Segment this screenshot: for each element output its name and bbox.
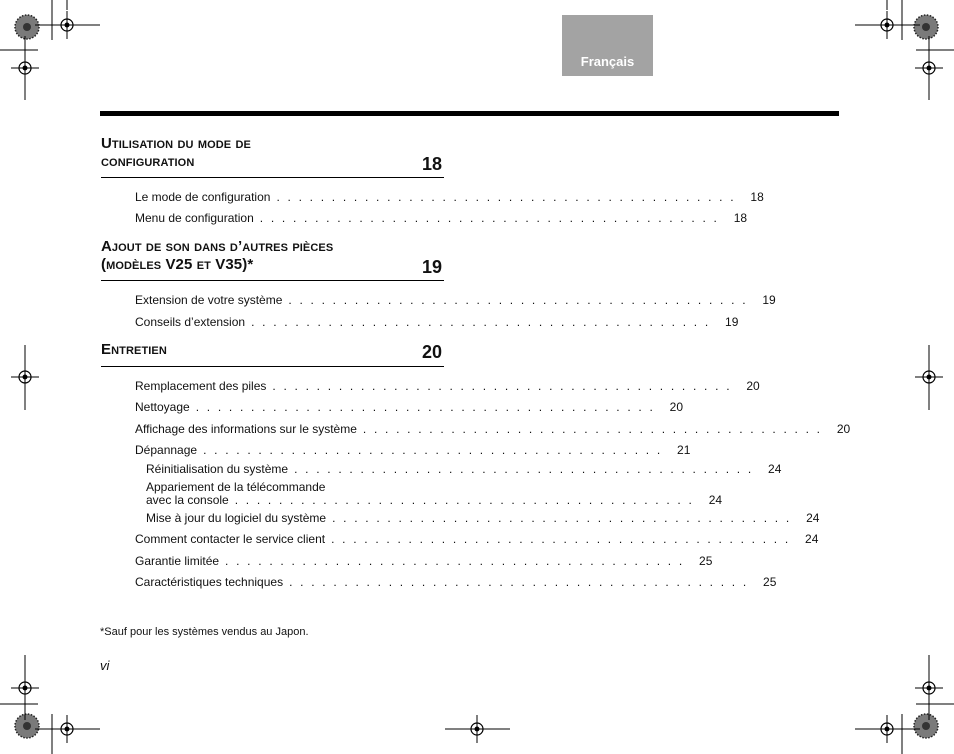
toc-entry-page: 20 xyxy=(836,422,851,436)
toc-entry-label-line1: Appariement de la télécommande xyxy=(146,480,326,494)
section-title-line: Ajout de son dans d’autres pièces xyxy=(101,238,334,255)
dot-leader: . . . . . . . . . . . . . . . . . . . . . . . . . . . . . . . . . . . . . . . . . . xyxy=(259,211,720,225)
toc-entry[interactable] xyxy=(135,314,739,330)
toc-entry-page: 20 xyxy=(669,400,684,414)
footnote: *Sauf pour les systèmes vendus au Japon. xyxy=(100,626,309,638)
toc-section-other-rooms xyxy=(101,238,444,282)
toc-entry-page: 19 xyxy=(762,293,776,307)
toc-entry-page: 25 xyxy=(699,554,713,568)
toc-entry-page: 24 xyxy=(805,532,819,546)
toc-entry-label: Le mode de configuration xyxy=(135,190,271,204)
toc-entry[interactable] xyxy=(135,292,776,308)
dot-leader: . . . . . . . . . . . . . . . . . . . . . . . . . . . . . . . . . . . . . . . . . . xyxy=(332,511,792,525)
toc-entry-label: Caractéristiques techniques xyxy=(135,575,284,589)
dot-leader: . . . . . . . . . . . . . . . . . . . . . . . . . . . . . . . . . . . . . . . . . . xyxy=(203,443,663,457)
language-tab xyxy=(562,15,653,76)
section-title xyxy=(101,238,444,274)
toc-entry[interactable] xyxy=(135,378,760,394)
section-page: 20 xyxy=(421,342,442,362)
dot-leader: . . . . . . . . . . . . . . . . . . . . . . . . . . . . . . . . . . . . . . . . . . xyxy=(234,493,695,507)
toc-entry[interactable] xyxy=(135,189,764,205)
section-rule xyxy=(101,280,444,281)
toc-entry-page: 25 xyxy=(763,575,777,589)
toc-entry-label: avec la console xyxy=(146,493,229,507)
dot-leader: . . . . . . . . . . . . . . . . . . . . . . . . . . . . . . . . . . . . . . . . . . xyxy=(289,575,749,589)
page-number: vi xyxy=(100,658,110,673)
dot-leader: . . . . . . . . . . . . . . . . . . . . . . . . . . . . . . . . . . . . . . . . . . xyxy=(251,315,711,329)
toc-entry-page: 18 xyxy=(733,211,748,225)
section-title-line: configuration xyxy=(101,153,195,170)
toc-entry-label: Garantie limitée xyxy=(135,554,220,568)
toc-entry-page: 19 xyxy=(725,315,739,329)
dot-leader: . . . . . . . . . . . . . . . . . . . . . . . . . . . . . . . . . . . . . . . . . . xyxy=(276,190,736,204)
toc-entry-page: 24 xyxy=(768,462,782,476)
toc-entry[interactable] xyxy=(135,210,748,226)
toc-entry-page: 21 xyxy=(677,443,691,457)
toc-entry[interactable] xyxy=(135,421,851,437)
dot-leader: . . . . . . . . . . . . . . . . . . . . . . . . . . . . . . . . . . . . . . . . . . xyxy=(272,379,732,393)
section-rule xyxy=(101,366,444,367)
section-title-line: (modèles V25 et V35)* xyxy=(101,256,254,273)
toc-entry[interactable] xyxy=(135,553,713,569)
toc-entry-page: 20 xyxy=(746,379,760,393)
toc-section-configuration xyxy=(101,135,444,179)
toc-entry[interactable] xyxy=(135,531,819,547)
language-tab-label: Français xyxy=(580,54,635,69)
section-page: 18 xyxy=(421,154,442,174)
toc-subentry[interactable] xyxy=(146,510,820,526)
dot-leader: . . . . . . . . . . . . . . . . . . . . . . . . . . . . . . . . . . . . . . . . . . xyxy=(288,293,748,307)
toc-entry-label: Affichage des informations sur le système xyxy=(135,422,357,436)
toc-entry[interactable] xyxy=(135,574,777,590)
toc-entry[interactable] xyxy=(135,442,691,458)
dot-leader: . . . . . . . . . . . . . . . . . . . . . . . . . . . . . . . . . . . . . . . . . . xyxy=(225,554,685,568)
toc-subentry[interactable] xyxy=(146,492,723,508)
section-rule xyxy=(101,177,444,178)
section-title-line: Utilisation du mode de xyxy=(101,135,251,152)
toc-entry-label: Menu de configuration xyxy=(135,211,254,225)
section-title xyxy=(101,341,444,359)
toc-entry-label: Comment contacter le service client xyxy=(135,532,326,546)
toc-entry-page: 18 xyxy=(750,190,764,204)
section-title-line: Entretien xyxy=(101,341,167,358)
toc-entry[interactable] xyxy=(135,399,684,415)
toc-entry-label: Mise à jour du logiciel du système xyxy=(146,511,327,525)
toc-entry-label: Extension de votre système xyxy=(135,293,283,307)
section-title xyxy=(101,135,444,171)
top-rule xyxy=(100,111,839,116)
dot-leader: . . . . . . . . . . . . . . . . . . . . . . . . . . . . . . . . . . . . . . . . . . xyxy=(195,400,656,414)
toc-entry-label: Nettoyage xyxy=(135,400,190,414)
toc-entry-label: Réinitialisation du système xyxy=(146,462,289,476)
dot-leader: . . . . . . . . . . . . . . . . . . . . . . . . . . . . . . . . . . . . . . . . . . xyxy=(362,422,823,436)
toc-entry-label: Conseils d’extension xyxy=(135,315,246,329)
toc-subentry[interactable] xyxy=(146,461,782,477)
toc-entry-page: 24 xyxy=(708,493,723,507)
toc-entry-label: Dépannage xyxy=(135,443,198,457)
toc-entry-label: Remplacement des piles xyxy=(135,379,267,393)
toc-section-maintenance xyxy=(101,341,444,367)
section-page: 19 xyxy=(421,257,442,277)
dot-leader: . . . . . . . . . . . . . . . . . . . . . . . . . . . . . . . . . . . . . . . . . . xyxy=(294,462,754,476)
dot-leader: . . . . . . . . . . . . . . . . . . . . . . . . . . . . . . . . . . . . . . . . . . xyxy=(331,532,791,546)
toc-entry-page: 24 xyxy=(806,511,820,525)
